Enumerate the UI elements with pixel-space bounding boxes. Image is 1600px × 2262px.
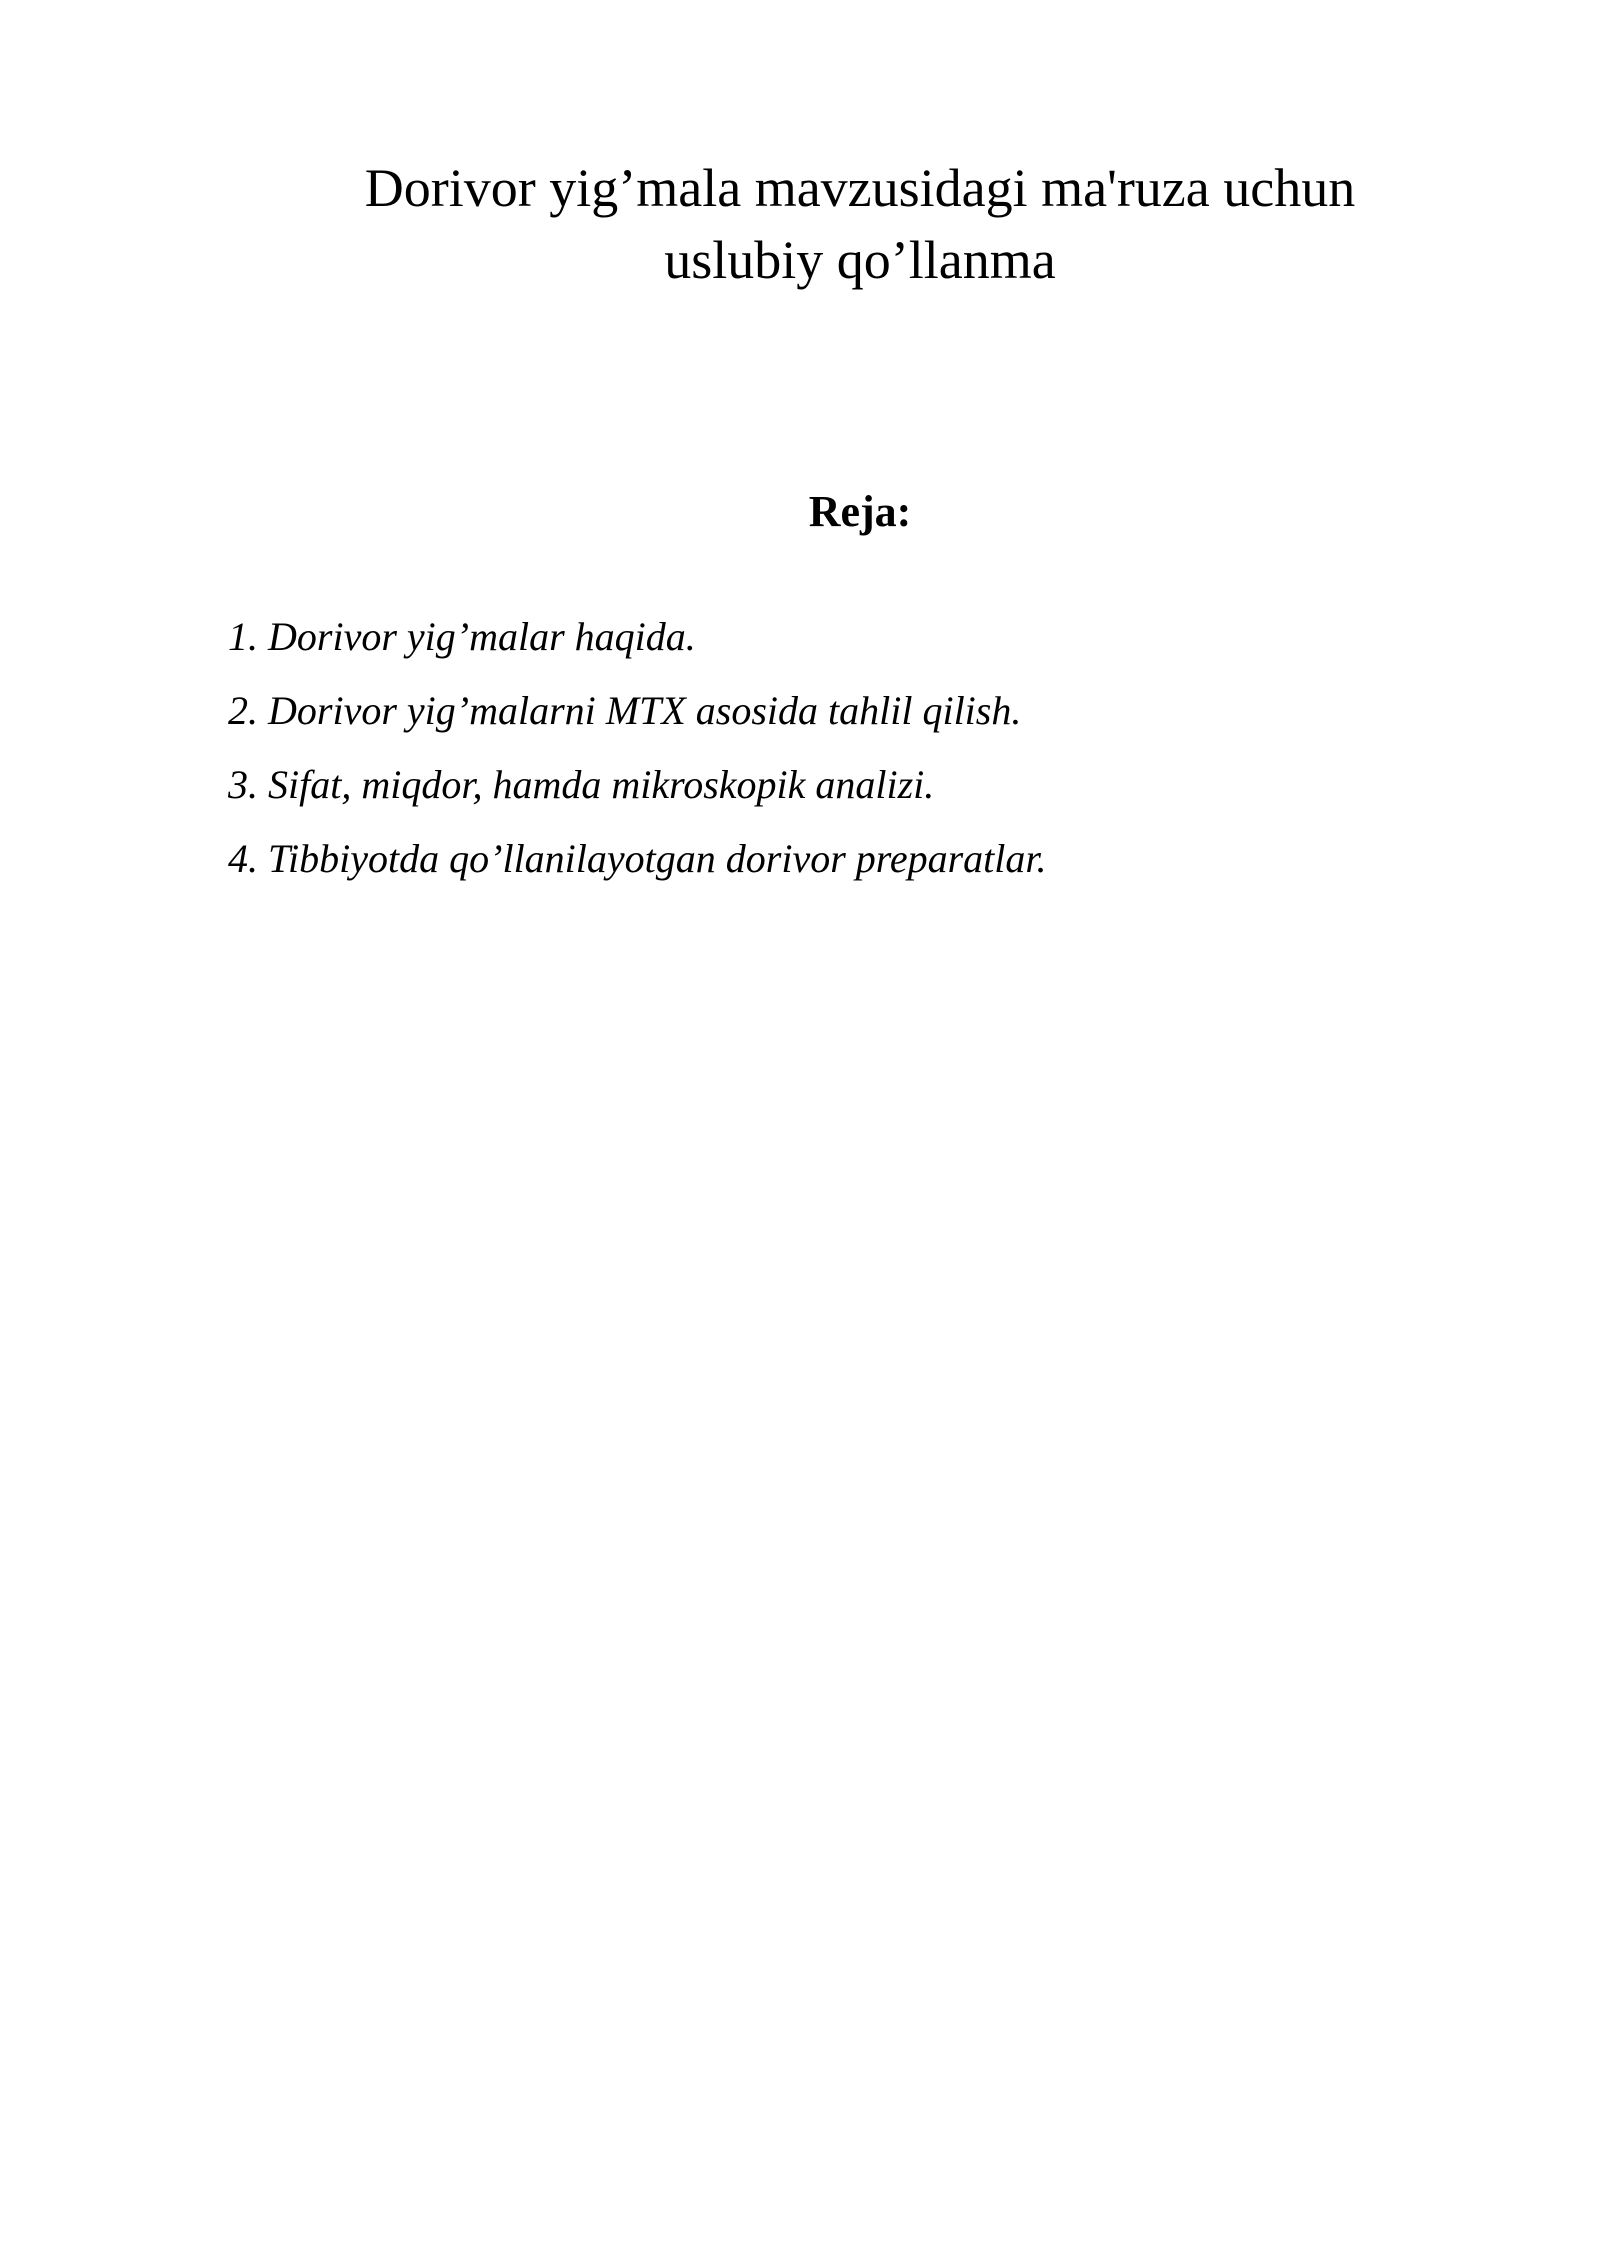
plan-heading: Reja:	[808, 487, 912, 536]
title-line-2: uslubiy qo’llanma	[664, 230, 1056, 290]
document-title	[180, 152, 1540, 296]
plan-list	[228, 600, 1047, 896]
plan-item-1: 1. Dorivor yig’malar haqida.	[228, 614, 696, 659]
plan-item-4: 4. Tibbiyotda qo’llanilayotgan dorivor preparatlar.	[228, 836, 1047, 881]
title-line-1: Dorivor yig’mala mavzusidagi ma'ruza uchun	[364, 158, 1356, 218]
plan-item-3: 3. Sifat, miqdor, hamda mikroskopik analizi.	[228, 762, 935, 807]
plan-item-2: 2. Dorivor yig’malarni MTX asosida tahlil qilish.	[228, 688, 1022, 733]
